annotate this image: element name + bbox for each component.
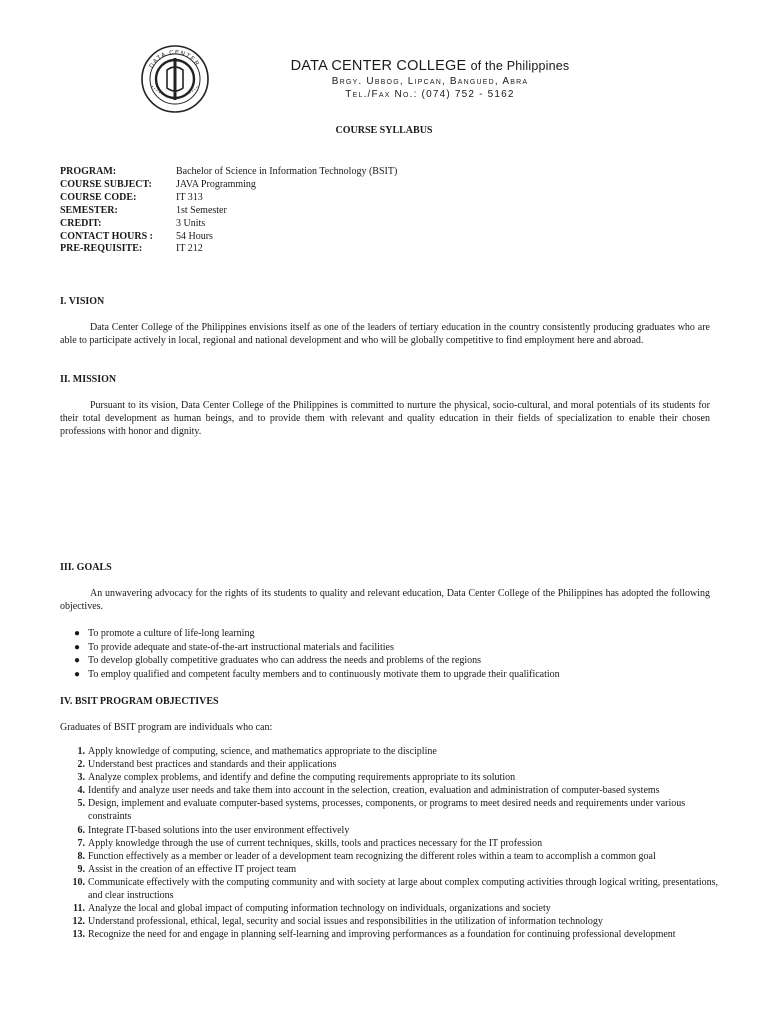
objective-text: Analyze the local and global impact of computing information technology on individuals, organizations and society [88,903,551,915]
list-item [60,627,560,641]
info-value: 3 Units [176,217,206,229]
vision-text: Data Center College of the Philippines envisions itself as one of the leaders of tertiary education in the country consistently producing graduates who are able to participate actively in local, regional and national development and who will be globally competitive to find employment here and abroad. [60,322,710,347]
list-item [60,928,720,941]
info-value: IT 212 [176,243,203,255]
objective-text: Communicate effectively with the computing community and with society at large about complex computing activities through logical writing, presentations, and clear instructions [88,876,719,902]
bullet-icon: ● [74,668,81,680]
item-number: 5. [77,798,85,810]
bullet-icon: ● [74,628,81,639]
list-item [60,863,720,876]
info-value: JAVA Programming [176,178,256,190]
list-item [60,641,560,655]
objectives-intro: Graduates of BSIT program are individuals who can: [60,722,273,733]
list-item [60,654,560,668]
objective-text: Assist in the creation of an effective IT project team [88,863,297,875]
mission-heading: II. MISSION [60,374,117,385]
objectives-numbered-list [60,745,720,941]
list-item [60,850,720,863]
info-label: SEMESTER: [60,204,118,216]
item-number: 13. [72,929,85,941]
svg-text:DATA CENTER: DATA CENTER [148,49,201,70]
goals-heading: III. GOALS [60,562,112,573]
list-item [60,668,560,682]
list-item [60,876,720,902]
list-item [60,758,720,771]
college-name-suffix: of the Philippines [470,59,570,73]
college-telfax: Tel./Fax No.: (074) 752 - 5162 [345,89,515,100]
info-value: IT 313 [176,191,203,203]
mission-paragraph [60,399,710,439]
info-value: 1st Semester [176,204,227,216]
letterhead [140,44,660,114]
course-info-table [60,166,397,256]
item-number: 11. [73,903,85,915]
college-name: DATA CENTER COLLEGE [290,58,467,74]
document-title: COURSE SYLLABUS [335,125,433,136]
objective-text: Apply knowledge of computing, science, and mathematics appropriate to the discipline [88,746,437,757]
item-number: 12. [72,916,85,928]
item-number: 6. [77,824,85,836]
item-number: 7. [77,837,85,849]
course-info-row [60,231,397,244]
vision-paragraph [60,321,710,347]
goals-bullet-list [60,627,560,681]
objective-text: Recognize the need for and engage in planning self-learning and improving performances as a foundation for continuing professional development [88,929,676,941]
course-info-row [60,218,397,231]
college-address: Brgy. Ubbog, Lipcan, Bangued, Abra [331,76,529,87]
bullet-icon: ● [74,641,81,653]
objective-text: Design, implement and evaluate computer-based systems, processes, components, or programs to meet desired needs and requirements under various constraints [88,798,686,823]
item-number: 9. [77,863,85,875]
course-info-row [60,179,397,192]
item-number: 2. [77,759,85,771]
list-item [60,915,720,928]
course-info-row [60,192,397,205]
info-value: 54 Hours [176,230,213,242]
list-item [60,745,720,758]
list-item [60,837,720,850]
course-info-row [60,166,397,179]
objective-text: Understand best practices and standards and their applications [88,759,337,771]
info-label: PRE-REQUISITE: [60,243,143,255]
info-value: Bachelor of Science in Information Technology (BSIT) [176,166,398,177]
goals-paragraph [60,587,710,613]
item-number: 8. [77,850,85,862]
objective-text: Integrate IT-based solutions into the user environment effectively [88,824,350,836]
goal-text: To develop globally competitive graduates who can address the needs and problems of the regions [88,655,482,667]
objectives-heading: IV. BSIT PROGRAM OBJECTIVES [60,696,219,707]
info-label: COURSE CODE: [60,191,137,203]
item-number: 1. [77,746,85,757]
course-info-row [60,205,397,218]
mission-text: Pursuant to its vision, Data Center College of the Philippines is committed to nurture the physical, socio-cultural, and moral potentials of its students for their total development as human beings, and to provide them with relevant and quality education in their fields of specialization to enable their chosen professions with honor and dignity. [60,400,710,438]
objective-text: Analyze complex problems, and identify and define the computing requirements appropriate to its solution [88,772,516,784]
info-label: PROGRAM: [60,166,117,177]
course-info-row [60,243,397,256]
item-number: 4. [77,785,85,797]
item-number: 3. [77,772,85,784]
item-number: 10. [72,876,85,888]
goals-text: An unwavering advocacy for the rights of its students to quality and relevant education, Data Center College of the Philippines has adopted the following objectives. [60,588,710,613]
objective-text: Understand professional, ethical, legal, security and social issues and responsibilities in the utilization of information technology [88,916,603,928]
goal-text: To provide adequate and state-of-the-art instructional materials and facilities [88,641,394,653]
info-label: CREDIT: [60,217,102,229]
objective-text: Apply knowledge through the use of current techniques, skills, tools and practices necessary for the IT profession [88,837,543,849]
list-item [60,784,720,797]
info-label: CONTACT HOURS : [60,230,153,242]
list-item [60,902,720,915]
objective-text: Function effectively as a member or leader of a development team recognizing the different roles within a team to accomplish a common goal [88,850,656,862]
list-item [60,797,720,823]
list-item [60,824,720,837]
objective-text: Identify and analyze user needs and take them into account in the selection, creation, evaluation and administration of computer-based systems [88,785,660,797]
info-label: COURSE SUBJECT: [60,178,152,190]
goal-text: To promote a culture of life-long learning [88,628,255,639]
list-item [60,771,720,784]
college-seal-logo [140,44,210,114]
bullet-icon: ● [74,655,81,667]
vision-heading: I. VISION [60,296,105,307]
goal-text: To employ qualified and competent faculty members and to continuously motivate them to upgrade their qualification [88,668,560,680]
